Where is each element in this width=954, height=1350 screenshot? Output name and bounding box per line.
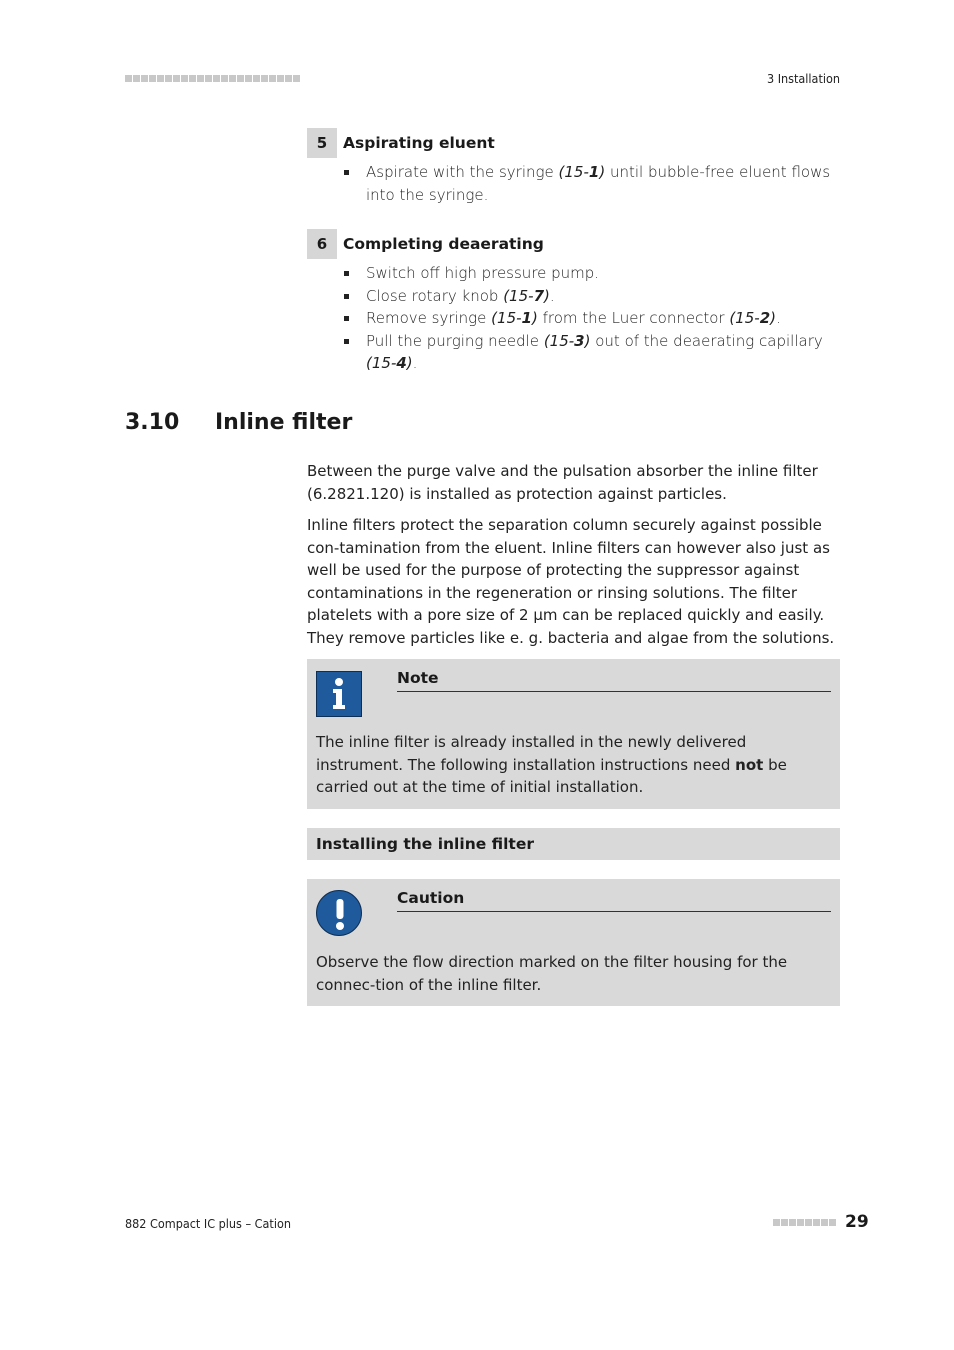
note-box <box>307 659 840 809</box>
info-icon <box>316 671 362 717</box>
procedure-heading: Installing the inline filter <box>307 828 840 860</box>
step-number: 5 <box>307 128 337 158</box>
running-header: 3 Installation <box>766 71 840 86</box>
paragraph-intro: Between the purge valve and the pulsation absorber the inline filter (6.2821.120) is installed as protection against particles. <box>307 462 818 503</box>
note-label: Note <box>397 669 439 687</box>
step-title: Completing deaerating <box>343 235 544 253</box>
step-heading <box>307 128 840 158</box>
step-heading <box>307 229 840 259</box>
caution-rule <box>397 911 831 912</box>
header-decoration <box>125 75 300 82</box>
step-bullets <box>307 262 840 375</box>
paragraph-description: Inline filters protect the separation column securely against possible con-tamination from the eluent. Inline filters can however also just as well be used for the purpose of protecting the suppressor against contaminations in the regeneration or rinsing solutions. The filter platelets with a pore size of 2 µm can be replaced quickly and easily. They remove particles like e. g. bacteria and algae from the solutions. <box>307 516 835 647</box>
caution-text: Observe the flow direction marked on the filter housing for the connec-tion of the inline filter. <box>316 953 788 994</box>
step-6 <box>307 229 840 375</box>
step-bullets <box>307 161 840 206</box>
note-text: The inline filter is already installed in the newly delivered instrument. The following installation instructions need not be carried out at the time of initial installation. <box>316 733 787 797</box>
list-item: Close rotary knob (15-7). <box>307 285 840 308</box>
section-number: 3.10 <box>125 410 180 435</box>
caution-box <box>307 879 840 1006</box>
list-item: Aspirate with the syringe (15-1) until bubble-free eluent flows into the syringe. <box>307 161 840 206</box>
list-item: Remove syringe (15-1) from the Luer connector (15-2). <box>307 307 840 330</box>
list-item: Pull the purging needle (15-3) out of the deaerating capillary (15-4). <box>307 330 840 375</box>
list-item: Switch off high pressure pump. <box>307 262 840 285</box>
footer-decoration <box>773 1219 836 1226</box>
exclamation-icon <box>316 890 362 936</box>
footer-product: 882 Compact IC plus – Cation <box>125 1216 291 1231</box>
section-title: Inline filter <box>215 410 353 435</box>
exclamation-glyph <box>317 891 363 937</box>
step-number: 6 <box>307 229 337 259</box>
info-glyph <box>329 677 349 711</box>
step-5 <box>307 128 840 206</box>
step-title: Aspirating eluent <box>343 134 495 152</box>
page-number: 29 <box>845 1212 869 1232</box>
note-rule <box>397 691 831 692</box>
caution-label: Caution <box>397 889 465 907</box>
